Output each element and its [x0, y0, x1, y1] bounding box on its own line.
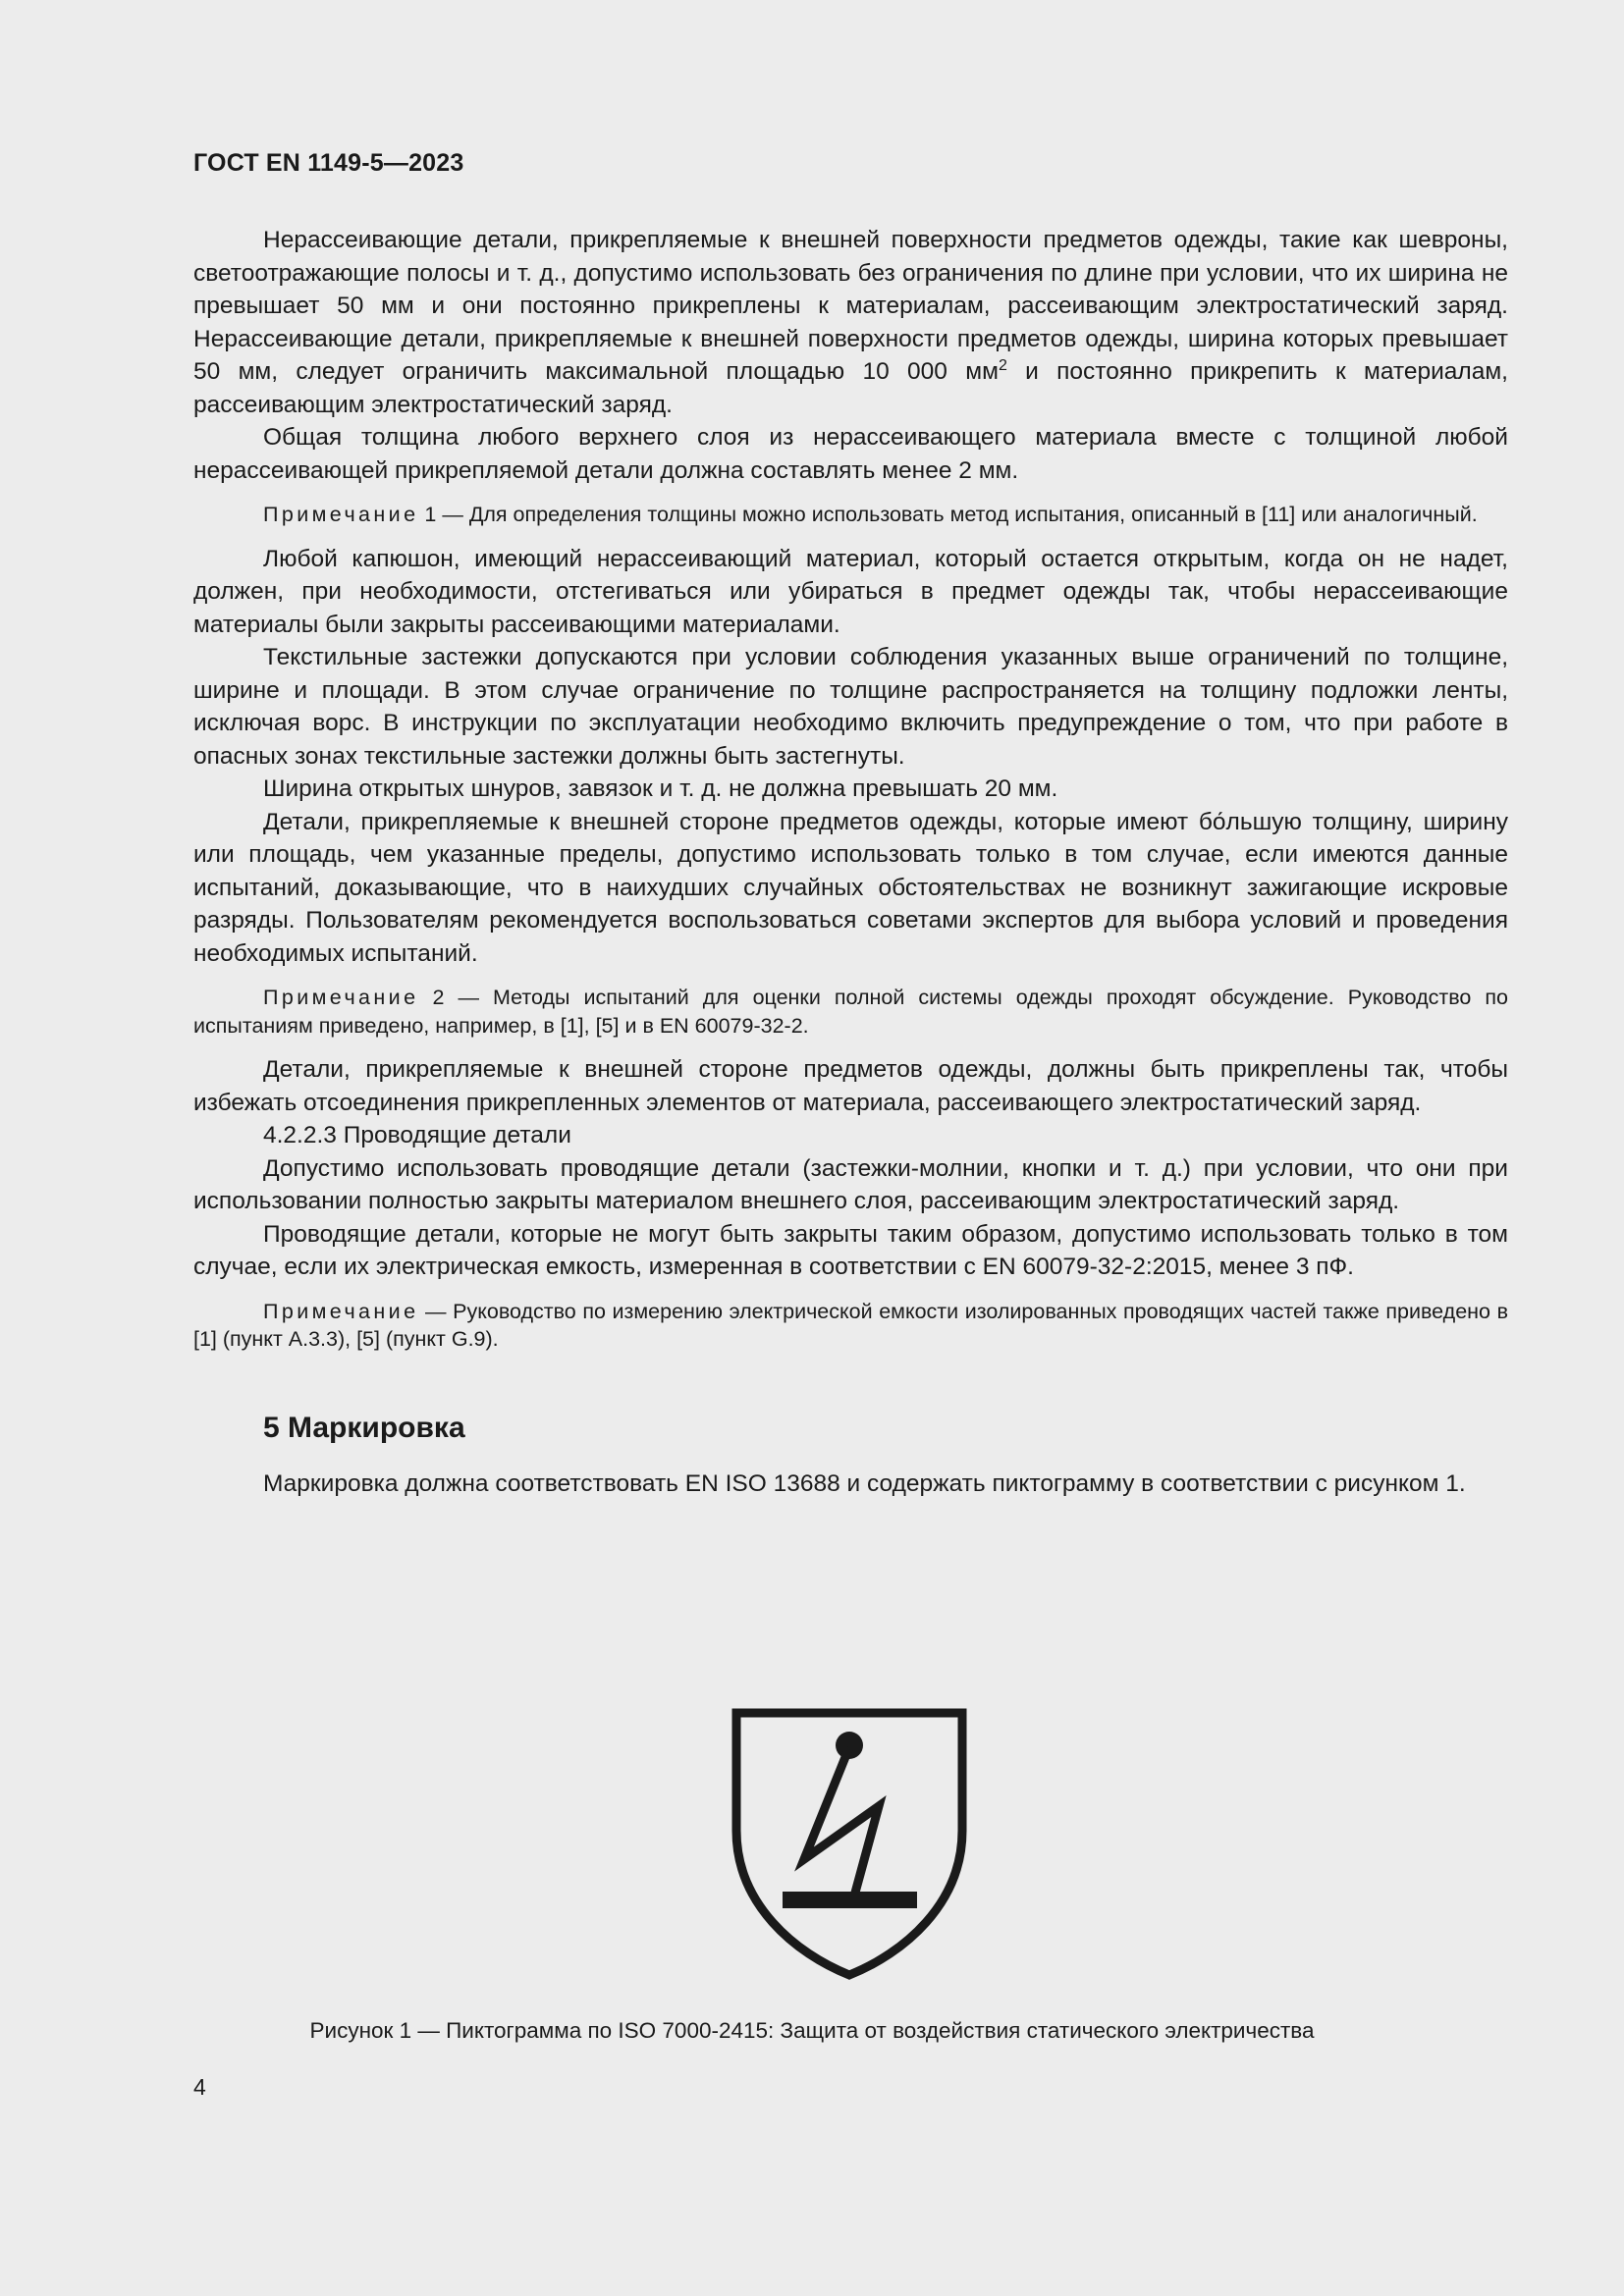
paragraph-4: Текстильные застежки допускаются при условии соблюдения указанных выше ограничений по толщине, ширине и площади. В этом случае ограничение по толщине распространяется на толщину подложки ленты, исключая ворс. В инструкции по эксплуатации необходимо включить предупреждение о том, что при работе в опасных зонах текстильные застежки должны быть застегнуты. [193, 644, 1508, 770]
paragraph-8: Допустимо использовать проводящие детали (застежки-молнии, кнопки и т. д.) при условии, что они при использовании полностью закрыты материалом внешнего слоя, рассеивающим электростатический заряд. [193, 1154, 1508, 1214]
paragraph-1-text: Нерассеивающие детали, прикрепляемые к внешней поверхности предметов одежды, такие как шевроны, светоотражающие полосы и т. д., допустимо использовать без ограничения по длине при условии, что их ширина не превышает 50 мм и они постоянно прикреплены к материалам, рассеивающим электростатический заряд. Нерассеивающие детали, прикрепляемые к внешней поверхности предметов одежды, ширина которых превышает 50 мм, следует ограничить максимальной площадью 10 000 мм [193, 227, 1508, 385]
paragraph-7: Детали, прикрепляемые к внешней стороне предметов одежды, должны быть прикреплены так, чтобы избежать отсоединения прикрепленных элементов от материала, рассеивающего электростатический заряд. [193, 1056, 1508, 1116]
paragraph-5: Ширина открытых шнуров, завязок и т. д. не должна превышать 20 мм. [263, 775, 1058, 802]
paragraph-10: Маркировка должна соответствовать EN ISO 13688 и содержать пиктограмму в соответствии с рисунком 1. [263, 1469, 1466, 1497]
superscript: 2 [998, 356, 1007, 374]
note-label: Примечание [263, 986, 419, 1009]
paragraph-1 [193, 224, 1508, 421]
document-header: ГОСТ EN 1149-5—2023 [193, 149, 464, 177]
note-2 [193, 984, 1508, 1040]
paragraph-9: Проводящие детали, которые не могут быть закрыты таким образом, допустимо использовать только в том случае, если их электрическая емкость, измеренная в соответствии с EN 60079-32-2:2015, менее 3 пФ. [193, 1220, 1508, 1280]
lightning-bolt [804, 1747, 879, 1893]
paragraph-2: Общая толщина любого верхнего слоя из нерассеивающего материала вместе с толщиной любой нерассеивающей прикрепляемой детали должна составлять менее 2 мм. [193, 424, 1508, 484]
page-number: 4 [193, 2074, 206, 2100]
note-1 [193, 501, 1508, 529]
pictogram-svg [731, 1708, 967, 1983]
note-text: 1 — Для определения толщины можно использовать метод испытания, описанный в [11] или аналогичный. [418, 503, 1478, 526]
note-text: — Руководство по измерению электрической емкости изолированных проводящих частей также приведено в [1] (пункт A.3.3), [5] (пункт G.9). [193, 1299, 1508, 1351]
note-label: Примечание [263, 1299, 419, 1323]
note-3 [193, 1298, 1508, 1354]
note-text: 2 — Методы испытаний для оценки полной системы одежды проходят обсуждение. Руководство по испытаниям приведено, например, в [1], [5] и в EN 60079-32-2. [193, 986, 1508, 1038]
subsection-heading: 4.2.2.3 Проводящие детали [263, 1122, 571, 1148]
ground-bar [783, 1892, 917, 1908]
section-title: 5 Маркировка [263, 1411, 465, 1444]
static-electricity-shield-icon [731, 1708, 967, 1983]
paragraph-6: Детали, прикрепляемые к внешней стороне предметов одежды, которые имеют бо́льшую толщину, ширину или площадь, чем указанные пределы, допустимо использовать только в том случае, если имеются данные испытаний, доказывающие, что в наихудших случайных обстоятельствах не возникнут зажигающие искровые разряды. Пользователям рекомендуется воспользоваться советами экспертов для выбора условий и проведения необходимых испытаний. [193, 808, 1508, 967]
paragraph-3: Любой капюшон, имеющий нерассеивающий материал, который остается открытым, когда он не надет, должен, при необходимости, отстегиваться или убираться в предмет одежды так, чтобы нерассеивающие материалы были закрыты рассеивающими материалами. [193, 545, 1508, 638]
figure-caption: Рисунок 1 — Пиктограмма по ISO 7000-2415: Защита от воздействия статического электричества [309, 2018, 1315, 2043]
note-label: Примечание [263, 503, 419, 526]
paragraph-1-end: и постоянно прикрепить к материалам, рассеивающим электростатический заряд. [193, 358, 1508, 418]
body-text [193, 224, 1508, 1500]
